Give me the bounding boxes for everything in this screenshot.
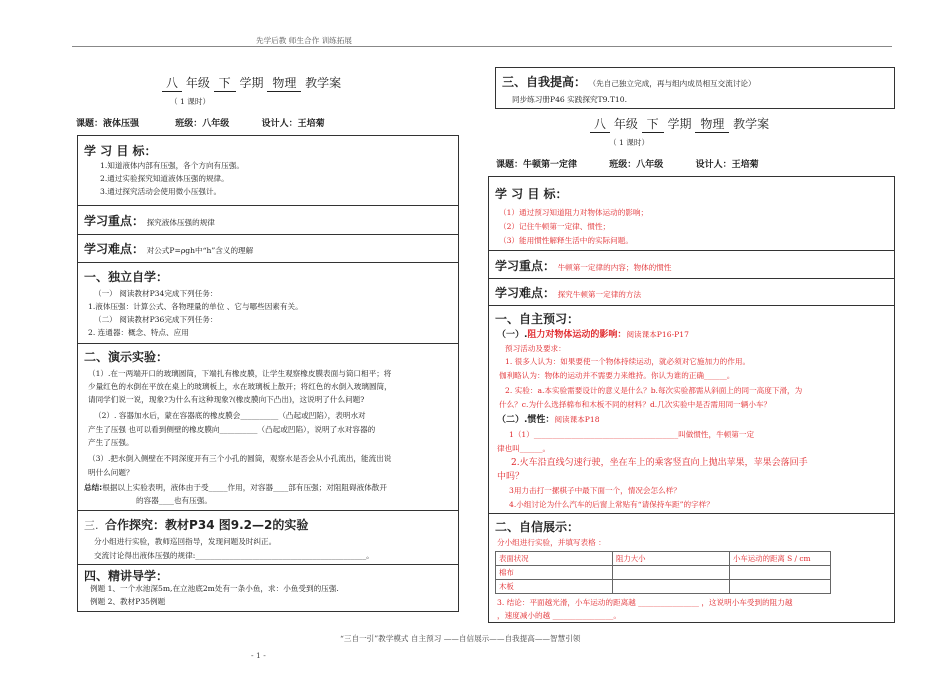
table-cell	[730, 566, 831, 580]
left-title-subject: 物理	[267, 74, 301, 92]
left-demo-line: 请同学们说一说，现象?为什么有这种现象?(橡皮膜向下凸出)，这说明了什么问题?	[88, 395, 365, 404]
left-topic: 课题：液体压强	[76, 119, 140, 129]
right-conclusion-line: 3. 结论：平面越光滑，小车运动的距离越 ________________ ，这说明小车受到的阻力越	[497, 598, 793, 607]
left-title-term-label: 学期	[239, 76, 264, 90]
right-goals-heading: 学 习 目 标：	[495, 187, 568, 201]
right-periods: （ 1 课时）	[609, 138, 650, 147]
left-coop	[84, 516, 308, 533]
right-part2-line: 1（1）______________________________________叫做惯性，牛顿第一定	[509, 430, 755, 439]
table-header: 阻力大小	[613, 552, 730, 566]
right-key-label: 学习重点：	[495, 259, 556, 273]
right-part1-line: 2. 实验：a.本实验需要设计的意义是什么？b.每次实验都需从斜面上的同一高度下滑，为	[505, 386, 803, 395]
right-preview-part1	[497, 329, 689, 341]
right-difficulty	[495, 284, 641, 301]
left-demo-summary	[84, 482, 387, 493]
right-part1-title: 阻力对物体运动的影响：	[527, 330, 627, 340]
right-divider	[489, 250, 894, 251]
table-header: 表面状况	[496, 552, 613, 566]
table-row	[496, 580, 831, 594]
right-title-grade-label: 年级	[613, 117, 638, 131]
right-part2-title: 惯性：	[527, 415, 555, 425]
header-divider	[72, 46, 892, 47]
left-selfstudy-line: 1.液体压强：计算公式、各物理量的单位 、它与哪些因素有关。	[88, 302, 303, 311]
right-difficulty-text: 探究牛顿第一定律的方法	[557, 290, 642, 299]
table-header: 小车运动的距离 S / cm	[730, 552, 831, 566]
left-coop-line: 分小组进行实验，教师巡回指导，发现问题及时纠正。	[94, 537, 277, 546]
right-goal-3: （3）能用惯性解释生活中的实际问题。	[499, 236, 633, 245]
left-divider	[78, 343, 458, 344]
left-selfstudy-heading: 一、独立自学：	[84, 270, 169, 284]
left-lecture-line: 例题 2、教材P35例题	[90, 597, 166, 606]
left-periods: （ 1 课时）	[170, 97, 211, 106]
left-meta	[76, 116, 325, 129]
right-designer: 设计人：王培菊	[695, 160, 759, 170]
left-goals-heading: 学 习 目 标：	[84, 144, 157, 158]
left-demo-heading: 二、演示实验：	[84, 350, 169, 364]
right-part2-line: 律也叫______。	[497, 444, 551, 453]
right-improve-note: （先自己独立完成，再与组内成员相互交流讨论）	[588, 79, 756, 88]
right-divider	[489, 305, 894, 306]
table-cell	[730, 580, 831, 594]
left-title-grade-label: 年级	[185, 76, 210, 90]
left-key-text: 探究液体压强的规律	[146, 218, 215, 227]
left-selfstudy-line: （二） 阅读教材P36完成下列任务：	[94, 315, 218, 324]
left-key	[84, 212, 215, 229]
right-part2-line: 3用力击打一摞棋子中最下面一个，情况会怎么样？	[509, 486, 681, 495]
right-key-text: 牛顿第一定律的内容；物体的惯性	[557, 263, 672, 272]
left-designer: 设计人：王培菊	[261, 119, 325, 129]
right-goal-2: （2）记住牛顿第一定律、惯性；	[499, 222, 611, 231]
right-part1-line: 伽利略认为：物体的运动并不需要力来维持。你认为谁的正确______。	[499, 371, 735, 380]
left-lecture-heading: 四、精讲导学：	[84, 569, 169, 583]
header-motto: 先学后教 师生合作 训练拓展	[256, 36, 352, 45]
right-preview-part2	[497, 414, 600, 426]
right-key	[495, 257, 671, 274]
right-improve-heading: 三、自我提高：	[502, 75, 587, 89]
left-selfstudy-line: 2. 连通器：概念、特点、应用	[88, 328, 189, 337]
right-content-box	[488, 176, 895, 623]
right-title-subject: 物理	[695, 115, 729, 133]
left-content-box	[77, 135, 459, 612]
left-demo-line: （3）.把水倒入侧壁在不同深度开有三个小孔的圆筒，观察水是否会从小孔流出，能流出说	[88, 454, 392, 463]
left-goal-2: 2.通过实验探究知道液体压强的规律。	[100, 174, 229, 183]
right-topic: 课题：牛顿第一定律	[496, 160, 578, 170]
footer-mode: “三自一引”教学模式 自主预习 ——自信展示——自我提高——智慧引领	[340, 634, 581, 643]
left-coop-num: 三.	[84, 519, 99, 532]
table-cell	[613, 566, 730, 580]
left-key-label: 学习重点：	[84, 214, 145, 228]
left-demo-line: 明什么问题？	[88, 468, 134, 477]
left-demo-line: 产生了压强。	[88, 438, 134, 447]
table-row	[496, 566, 831, 580]
right-part1-line: 1. 很多人认为：如果要使一个物体持续运动，就必须对它施加力的作用。	[505, 357, 751, 366]
left-divider	[78, 564, 458, 565]
left-divider	[78, 205, 458, 206]
left-difficulty-label: 学习难点：	[84, 242, 145, 256]
right-confidence-heading: 二、自信展示：	[495, 520, 580, 534]
table-header-row	[496, 552, 831, 566]
left-summary-line: 的容器____也有压强。	[136, 496, 212, 505]
right-improve-box	[495, 67, 895, 109]
right-goal-1: （1）通过预习知道阻力对物体运动的影响；	[499, 208, 649, 217]
page-number: - 1 -	[251, 651, 266, 660]
right-title	[590, 115, 769, 133]
left-summary-line: 根据以上实验表明，液体由于受_____作用，对容器____部有压强；对阻阻碍液体散开	[102, 483, 387, 492]
left-title-term: 下	[214, 74, 236, 92]
left-divider	[78, 262, 458, 263]
right-part2-line: 中吗？	[497, 472, 525, 482]
left-demo-line: 少量红色的水倒在平放在桌上的玻璃板上，水在玻璃板上散开；将红色的水倒入玻璃圆筒，	[88, 382, 392, 391]
right-title-plan: 教学案	[733, 117, 770, 131]
right-divider	[489, 513, 894, 514]
right-preview-heading: 一、自主预习：	[495, 312, 580, 326]
table-row-label: 木板	[496, 580, 613, 594]
left-divider	[78, 510, 458, 511]
right-title-term: 下	[642, 115, 664, 133]
left-title-grade: 八	[162, 74, 182, 92]
right-difficulty-label: 学习难点：	[495, 286, 556, 300]
right-part2-line: 2.火车沿直线匀速行驶，坐在车上的乘客竖直向上抛出苹果，苹果会落回手	[511, 458, 808, 468]
left-difficulty-text: 对公式P=ρgh中“h”含义的理解	[146, 246, 254, 255]
left-title	[162, 74, 341, 92]
left-demo-line: 产生了压强 也可以看到侧壁的橡皮膜向__________（凸起或凹陷），说明了水对容器的	[88, 425, 376, 434]
right-meta	[496, 157, 759, 170]
table-cell	[613, 580, 730, 594]
left-title-plan: 教学案	[305, 76, 342, 90]
right-improve	[502, 73, 756, 90]
right-part1-num: （一）.	[497, 330, 528, 340]
left-demo-line: （1）.在一两端开口的玻璃圆筒，下端扎有橡皮膜，让学生观察橡皮膜表面与筒口相平；将	[88, 369, 392, 378]
results-table	[495, 551, 831, 594]
table-row-label: 棉布	[496, 566, 613, 580]
left-lecture-line: 例题 1、一个水池深5m,在立池底2m处有一条小鱼，求：小鱼受到的压强.	[90, 584, 339, 593]
right-part2-num: （二）.	[497, 415, 528, 425]
right-part1-line: 预习活动及要求：	[505, 344, 566, 353]
left-coop-line: 交流讨论得出液体压强的规律:_____________________________________________。	[94, 551, 374, 560]
left-demo-line: （2）. 容器加水后，蒙在容器底的橡皮膜会__________（凸起或凹陷），表明水对	[94, 411, 366, 420]
right-part1-read: 阅读课本P16-P17	[626, 330, 689, 339]
left-selfstudy-line: （一） 阅读教材P34完成下列任务：	[94, 289, 218, 298]
left-summary-label: 总结:	[84, 483, 103, 492]
right-part1-line: 什么？c.为什么选择棉布和木板不同的材料？d.几次实验中是否需用同一辆小车？	[499, 400, 772, 409]
right-title-grade: 八	[590, 115, 610, 133]
right-part2-line: 4.小组讨论为什么汽车的后窗上常贴有“请保持车距”的字样？	[509, 500, 714, 509]
right-class: 班级：八年级	[609, 160, 664, 170]
right-confidence-line: 分小组进行实验，并填写表格 ：	[497, 538, 606, 547]
right-conclusion-line: ，速度减小的越 ________________。	[497, 611, 621, 620]
right-improve-line: 同步练习册P46 实践探究T9.T10.	[512, 95, 627, 104]
right-part2-read: 阅读课本P18	[554, 415, 600, 424]
left-difficulty	[84, 240, 253, 257]
left-goal-3: 3.通过探究活动会使用微小压强计。	[100, 187, 222, 196]
right-divider	[489, 278, 894, 279]
left-goal-1: 1.知道液体内部有压强，各个方向有压强。	[100, 161, 244, 170]
left-class: 班级：八年级	[175, 119, 230, 129]
left-coop-heading: 合作探究：教材P34 图9.2—2的实验	[105, 518, 309, 532]
right-title-term-label: 学期	[667, 117, 692, 131]
left-divider	[78, 234, 458, 235]
